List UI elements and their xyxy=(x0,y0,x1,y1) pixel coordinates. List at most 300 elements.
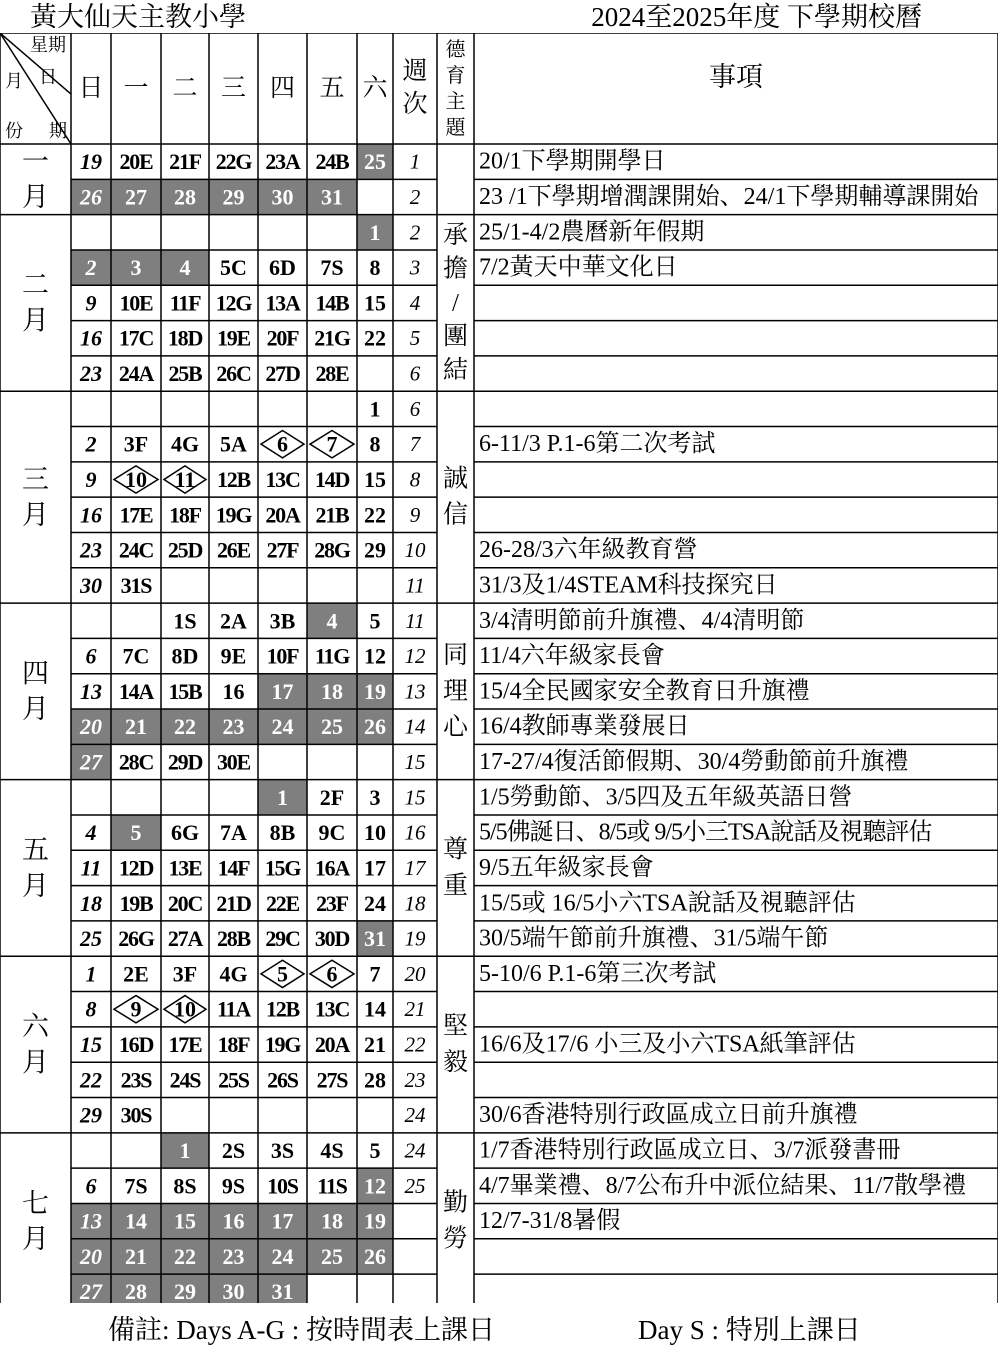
date-cell: 23A xyxy=(265,149,300,175)
date-cell: 7 xyxy=(326,431,338,457)
date-cell: 21 xyxy=(364,1032,386,1058)
weekday-header: 一 xyxy=(123,75,149,102)
week-number: 2 xyxy=(409,184,421,209)
week-number: 20 xyxy=(404,961,426,986)
date-cell: 16A xyxy=(314,855,350,881)
date-cell: 17E xyxy=(119,502,153,528)
month-label: 月 xyxy=(22,694,49,725)
week-number: 3 xyxy=(409,255,421,280)
date-cell: 24 xyxy=(271,1243,294,1269)
event-text: 4/7畢業禮、8/7公布升中派位結果、11/7散學禮 xyxy=(479,1172,967,1199)
date-cell: 26 xyxy=(80,184,102,210)
date-cell: 23 xyxy=(222,714,245,740)
date-cell: 18 xyxy=(321,678,343,704)
date-cell: 14A xyxy=(118,678,154,704)
date-cell: 4G xyxy=(219,961,248,987)
date-cell: 25 xyxy=(364,149,386,175)
date-cell: 17C xyxy=(118,325,154,351)
week-number: 6 xyxy=(409,361,421,386)
date-cell: 17 xyxy=(271,1208,294,1234)
school-calendar-table xyxy=(0,33,998,1303)
date-cell: 27F xyxy=(266,537,299,563)
event-text: 25/1-4/2農曆新年假期 xyxy=(479,219,705,246)
date-cell: 31S xyxy=(120,572,152,598)
date-cell: 4 xyxy=(179,255,191,281)
event-text: 17-27/4復活節假期、30/4勞動節前升旗禮 xyxy=(479,749,909,776)
date-cell: 23 xyxy=(80,537,102,563)
date-cell: 22 xyxy=(80,1067,102,1093)
date-cell: 11G xyxy=(314,643,350,669)
date-cell: 28B xyxy=(216,926,251,952)
date-cell: 13C xyxy=(265,466,300,492)
moral-theme-header: 育 xyxy=(445,65,466,87)
date-cell: 1 xyxy=(85,961,97,987)
date-cell: 23 xyxy=(80,361,102,387)
date-cell: 3S xyxy=(270,1137,295,1163)
date-cell: 16 xyxy=(80,502,102,528)
date-cell: 17E xyxy=(168,1032,202,1058)
date-cell: 30 xyxy=(80,572,102,598)
date-cell: 25B xyxy=(168,361,202,387)
date-cell: 27 xyxy=(125,184,147,210)
moral-theme-text: 尊 xyxy=(442,836,469,864)
date-cell: 27S xyxy=(316,1067,348,1093)
date-cell: 25 xyxy=(80,926,102,952)
date-cell: 21D xyxy=(216,890,251,916)
date-cell: 27 xyxy=(80,749,102,775)
event-text: 23 /1下學期增潤課開始、24/1下學期輔導課開始 xyxy=(479,183,979,210)
date-cell: 8 xyxy=(369,431,381,457)
date-cell: 5 xyxy=(369,1137,381,1163)
date-cell: 21G xyxy=(314,325,350,351)
date-cell: 25 xyxy=(321,714,343,740)
school-name: 黃大仙天主教小學 xyxy=(30,2,246,32)
corner-day-label: 日 xyxy=(39,67,57,87)
date-cell: 26G xyxy=(118,926,154,952)
event-text: 31/3及1/4STEAM科技探究日 xyxy=(479,572,778,599)
cell-texts xyxy=(5,35,979,1303)
week-number: 10 xyxy=(404,538,426,563)
week-number: 24 xyxy=(404,1103,426,1128)
moral-theme-text: 勞 xyxy=(442,1225,469,1253)
date-cell: 7C xyxy=(122,643,150,669)
event-text: 26-28/3六年級教育營 xyxy=(479,537,698,564)
week-number: 8 xyxy=(409,467,421,492)
moral-theme-text: 同 xyxy=(442,641,469,669)
date-cell: 20F xyxy=(266,325,299,351)
event-text: 7/2黃天中華文化日 xyxy=(479,254,678,281)
event-text: 5-10/6 P.1-6第三次考試 xyxy=(479,960,717,987)
date-cell: 7S xyxy=(320,255,344,281)
week-number: 24 xyxy=(404,1138,426,1163)
date-cell: 27 xyxy=(80,1279,102,1303)
date-cell: 12B xyxy=(216,466,251,492)
event-text: 30/6香港特別行政區成立日前升旗禮 xyxy=(479,1102,858,1129)
event-text: 1/7香港特別行政區成立日、3/7派發書冊 xyxy=(479,1137,901,1164)
date-cell: 4G xyxy=(170,431,200,457)
date-cell: 8 xyxy=(85,996,97,1022)
week-number: 12 xyxy=(404,644,426,669)
date-cell: 19 xyxy=(364,678,386,704)
date-cell: 15G xyxy=(264,855,301,881)
date-cell: 23 xyxy=(222,1243,245,1269)
event-text: 30/5端午節前升旗禮、31/5端午節 xyxy=(479,925,829,952)
date-cell: 10S xyxy=(267,1173,298,1199)
week-number: 16 xyxy=(404,820,426,845)
date-cell: 6 xyxy=(85,643,97,669)
date-cell: 18D xyxy=(167,325,203,351)
month-label: 一 xyxy=(22,146,49,177)
date-cell: 24B xyxy=(315,149,349,175)
date-cell: 13C xyxy=(314,996,350,1022)
date-cell: 14 xyxy=(364,996,386,1022)
date-cell: 12D xyxy=(118,855,154,881)
date-cell: 20E xyxy=(119,149,153,175)
moral-theme-text: 勤 xyxy=(442,1189,469,1217)
moral-theme-text: 擔 xyxy=(442,255,469,283)
week-number: 14 xyxy=(404,714,426,739)
moral-theme-text: 重 xyxy=(442,872,469,900)
date-cell: 30 xyxy=(271,184,294,210)
date-cell: 8D xyxy=(171,643,199,669)
date-cell: 1 xyxy=(369,396,381,422)
event-text: 15/4全民國家安全教育日升旗禮 xyxy=(479,678,810,705)
date-cell: 8B xyxy=(269,820,296,846)
date-cell: 7 xyxy=(369,961,381,987)
date-cell: 26E xyxy=(216,537,251,563)
date-cell: 31 xyxy=(271,1279,294,1303)
date-cell: 1 xyxy=(179,1137,191,1163)
date-cell: 16 xyxy=(222,1208,245,1234)
moral-theme-text: 結 xyxy=(442,356,469,384)
date-cell: 2 xyxy=(85,431,97,457)
date-cell: 30 xyxy=(222,1279,245,1303)
event-text: 16/6及17/6 小三及小六TSA紙筆評估 xyxy=(479,1031,856,1058)
week-number: 4 xyxy=(409,290,421,315)
date-cell: 19G xyxy=(264,1032,301,1058)
week-number: 2 xyxy=(409,220,421,245)
moral-theme-text: 堅 xyxy=(442,1013,469,1041)
week-number: 19 xyxy=(404,926,426,951)
date-cell: 3 xyxy=(130,255,142,281)
week-number: 17 xyxy=(404,855,426,880)
date-cell: 19 xyxy=(80,149,102,175)
date-cell: 31 xyxy=(321,184,343,210)
date-cell: 13A xyxy=(265,290,300,316)
date-cell: 11A xyxy=(216,996,251,1022)
week-number-header: 次 xyxy=(402,91,428,118)
date-cell: 3 xyxy=(369,784,381,810)
weekday-header: 二 xyxy=(172,75,198,102)
week-number: 9 xyxy=(409,502,421,527)
date-cell: 2 xyxy=(85,255,97,281)
month-label: 月 xyxy=(22,1047,49,1078)
footnote-ab-days: 備註: Days A-G : 按時間表上課日 xyxy=(108,1315,495,1345)
date-cell: 17 xyxy=(364,855,386,881)
month-label: 月 xyxy=(22,181,49,212)
moral-theme-text: 心 xyxy=(442,713,469,741)
event-text: 5/5佛誕日、8/5或 9/5小三TSA說話及視聽評估 xyxy=(479,819,932,846)
event-text: 9/5五年級家長會 xyxy=(479,854,654,881)
date-cell: 9 xyxy=(85,466,97,492)
date-cell: 22E xyxy=(265,890,300,916)
date-cell: 24C xyxy=(118,537,154,563)
date-cell: 18 xyxy=(321,1208,343,1234)
date-cell: 21F xyxy=(169,149,201,175)
corner-week-label: 星期 xyxy=(30,35,66,55)
week-number: 6 xyxy=(409,396,421,421)
month-label: 月 xyxy=(22,1223,49,1254)
date-cell: 19B xyxy=(119,890,153,916)
footnote xyxy=(0,1304,1000,1345)
weekday-header: 四 xyxy=(269,75,296,102)
moral-theme-text: 理 xyxy=(442,677,469,705)
date-cell: 14F xyxy=(217,855,250,881)
date-cell: 6D xyxy=(269,255,296,281)
date-cell: 28 xyxy=(174,184,196,210)
date-cell: 20 xyxy=(80,1243,102,1269)
date-cell: 29D xyxy=(167,749,203,775)
date-cell: 15 xyxy=(364,290,386,316)
date-cell: 8S xyxy=(173,1173,197,1199)
date-cell: 24 xyxy=(271,714,294,740)
date-cell: 28C xyxy=(118,749,154,775)
date-cell: 1 xyxy=(369,219,381,245)
date-cell: 26 xyxy=(364,714,386,740)
moral-theme-text: 毅 xyxy=(442,1049,469,1077)
date-cell: 3B xyxy=(269,608,296,634)
moral-theme-text: / xyxy=(452,289,459,317)
date-cell: 16 xyxy=(80,325,102,351)
date-cell: 4 xyxy=(85,820,97,846)
date-cell: 9C xyxy=(318,820,346,846)
week-number: 18 xyxy=(404,891,426,916)
events-header: 事項 xyxy=(709,62,763,92)
date-cell: 21B xyxy=(315,502,349,528)
date-cell: 16 xyxy=(222,678,245,704)
date-cell: 24S xyxy=(169,1067,201,1093)
week-number: 11 xyxy=(405,608,425,633)
date-cell: 3F xyxy=(123,431,149,457)
date-cell: 22 xyxy=(174,1243,196,1269)
date-cell: 1 xyxy=(277,784,288,810)
date-cell: 19E xyxy=(216,325,251,351)
date-cell: 15 xyxy=(364,466,386,492)
date-cell: 3F xyxy=(172,961,198,987)
date-cell: 29 xyxy=(174,1279,196,1303)
month-label: 四 xyxy=(22,658,49,689)
date-cell: 15 xyxy=(80,1032,102,1058)
moral-theme-header: 主 xyxy=(445,91,466,113)
date-cell: 18F xyxy=(217,1032,250,1058)
date-cell: 12 xyxy=(364,643,386,669)
footnote-s-day: Day S : 特別上課日 xyxy=(638,1315,861,1345)
week-number: 5 xyxy=(409,326,421,351)
date-cell: 11 xyxy=(174,466,196,492)
date-cell: 8 xyxy=(369,255,381,281)
moral-theme-text: 誠 xyxy=(442,465,469,493)
event-text: 20/1下學期開學日 xyxy=(479,148,666,175)
date-cell: 30S xyxy=(120,1102,152,1128)
date-cell: 2A xyxy=(220,608,247,634)
month-label: 二 xyxy=(22,270,49,301)
date-cell: 5C xyxy=(220,255,247,281)
date-cell: 2S xyxy=(221,1137,246,1163)
date-cell: 28 xyxy=(364,1067,386,1093)
date-cell: 13 xyxy=(80,1208,102,1234)
date-cell: 27D xyxy=(265,361,300,387)
moral-theme-text: 信 xyxy=(442,501,469,529)
date-cell: 5 xyxy=(277,961,288,987)
event-text: 12/7-31/8暑假 xyxy=(479,1208,621,1235)
date-cell: 15B xyxy=(168,678,202,704)
date-cell: 14B xyxy=(315,290,349,316)
date-cell: 12 xyxy=(364,1173,386,1199)
date-cell: 29 xyxy=(364,537,386,563)
date-cell: 11S xyxy=(317,1173,347,1199)
date-cell: 11F xyxy=(169,290,201,316)
week-number: 21 xyxy=(404,997,426,1022)
event-text: 15/5或 16/5小六TSA說話及視聽評估 xyxy=(479,890,856,917)
date-cell: 6G xyxy=(170,820,200,846)
date-cell: 9 xyxy=(85,290,97,316)
date-cell: 5A xyxy=(220,431,247,457)
month-label: 五 xyxy=(22,835,49,866)
date-cell: 28 xyxy=(125,1279,147,1303)
calendar-title: 2024至2025年度 下學期校曆 xyxy=(591,2,922,32)
date-cell: 18 xyxy=(80,890,102,916)
month-label: 三 xyxy=(22,464,49,495)
month-label: 月 xyxy=(22,499,49,530)
date-cell: 9 xyxy=(130,996,142,1022)
date-cell: 26 xyxy=(364,1243,386,1269)
date-cell: 10 xyxy=(174,996,196,1022)
date-cell: 21 xyxy=(125,714,147,740)
date-cell: 29 xyxy=(80,1102,102,1128)
moral-theme-text: 承 xyxy=(442,221,469,249)
date-cell: 22 xyxy=(174,714,196,740)
date-cell: 2F xyxy=(319,784,345,810)
date-cell: 14 xyxy=(125,1208,147,1234)
date-cell: 2E xyxy=(123,961,149,987)
date-cell: 20 xyxy=(80,714,102,740)
event-text: 1/5勞動節、3/5四及五年級英語日營 xyxy=(479,784,853,811)
weekday-header: 日 xyxy=(78,75,104,102)
moral-theme-header: 德 xyxy=(445,39,466,61)
date-cell: 22 xyxy=(364,502,386,528)
date-cell: 6 xyxy=(277,431,288,457)
date-cell: 25 xyxy=(321,1243,343,1269)
date-cell: 22G xyxy=(215,149,252,175)
event-text: 3/4清明節前升旗禮、4/4清明節 xyxy=(479,607,805,634)
date-cell: 19 xyxy=(364,1208,386,1234)
date-cell: 7A xyxy=(220,820,247,846)
month-label: 六 xyxy=(22,1011,49,1042)
week-number: 15 xyxy=(404,785,426,810)
date-cell: 30D xyxy=(314,926,350,952)
date-cell: 24 xyxy=(364,890,386,916)
date-cell: 26S xyxy=(267,1067,298,1093)
week-number: 1 xyxy=(409,149,421,174)
date-cell: 29C xyxy=(265,926,300,952)
date-cell: 14D xyxy=(314,466,350,492)
date-cell: 21 xyxy=(125,1243,147,1269)
corner-period-label: 份 xyxy=(5,121,23,141)
date-cell: 4 xyxy=(326,608,338,634)
date-cell: 23F xyxy=(316,890,348,916)
date-cell: 15 xyxy=(174,1208,196,1234)
date-cell: 13E xyxy=(168,855,202,881)
weekday-header: 六 xyxy=(362,75,388,102)
date-cell: 30E xyxy=(216,749,251,775)
week-number: 13 xyxy=(404,679,426,704)
corner-month-label: 月 xyxy=(5,71,23,91)
date-cell: 25D xyxy=(167,537,203,563)
date-cell: 28E xyxy=(315,361,349,387)
date-cell: 10F xyxy=(266,643,299,669)
event-text: 16/4教師專業發展日 xyxy=(479,713,690,740)
week-number: 7 xyxy=(409,432,421,457)
month-label: 月 xyxy=(22,870,49,901)
weekday-header: 三 xyxy=(220,75,247,102)
date-cell: 1S xyxy=(173,608,197,634)
week-number: 23 xyxy=(404,1067,426,1092)
date-cell: 11 xyxy=(80,855,102,881)
moral-theme-text: 團 xyxy=(442,323,469,351)
date-cell: 28G xyxy=(314,537,350,563)
date-cell: 7S xyxy=(124,1173,148,1199)
month-label: 月 xyxy=(22,305,49,336)
date-cell: 4S xyxy=(320,1137,344,1163)
event-text: 6-11/3 P.1-6第二次考試 xyxy=(479,431,716,458)
date-cell: 29 xyxy=(222,184,245,210)
date-cell: 22 xyxy=(364,325,386,351)
date-cell: 16D xyxy=(118,1032,154,1058)
event-text: 11/4六年級家長會 xyxy=(479,643,665,670)
date-cell: 9E xyxy=(220,643,247,669)
weekday-header: 五 xyxy=(319,75,345,102)
date-cell: 10 xyxy=(125,466,147,492)
date-cell: 23S xyxy=(120,1067,152,1093)
date-cell: 6 xyxy=(85,1173,97,1199)
week-number: 25 xyxy=(404,1173,426,1198)
date-cell: 9S xyxy=(221,1173,246,1199)
date-cell: 20C xyxy=(167,890,203,916)
week-number: 11 xyxy=(405,573,425,598)
moral-theme-header: 題 xyxy=(445,117,466,139)
date-cell: 18F xyxy=(169,502,201,528)
corner-qi-label: 期 xyxy=(49,121,67,141)
date-cell: 13 xyxy=(80,678,102,704)
date-cell: 25S xyxy=(218,1067,249,1093)
date-cell: 10E xyxy=(119,290,153,316)
date-cell: 20A xyxy=(314,1032,350,1058)
month-label: 七 xyxy=(22,1188,49,1219)
date-cell: 24A xyxy=(118,361,154,387)
week-number: 15 xyxy=(404,750,426,775)
date-cell: 20A xyxy=(265,502,300,528)
week-number: 22 xyxy=(404,1032,426,1057)
date-cell: 17 xyxy=(271,678,294,704)
date-cell: 19G xyxy=(215,502,252,528)
date-cell: 27A xyxy=(167,926,203,952)
date-cell: 26C xyxy=(216,361,251,387)
week-number-header: 週 xyxy=(402,58,428,85)
date-cell: 5 xyxy=(369,608,381,634)
date-cell: 10 xyxy=(364,820,386,846)
date-cell: 5 xyxy=(130,820,142,846)
date-cell: 12G xyxy=(215,290,252,316)
